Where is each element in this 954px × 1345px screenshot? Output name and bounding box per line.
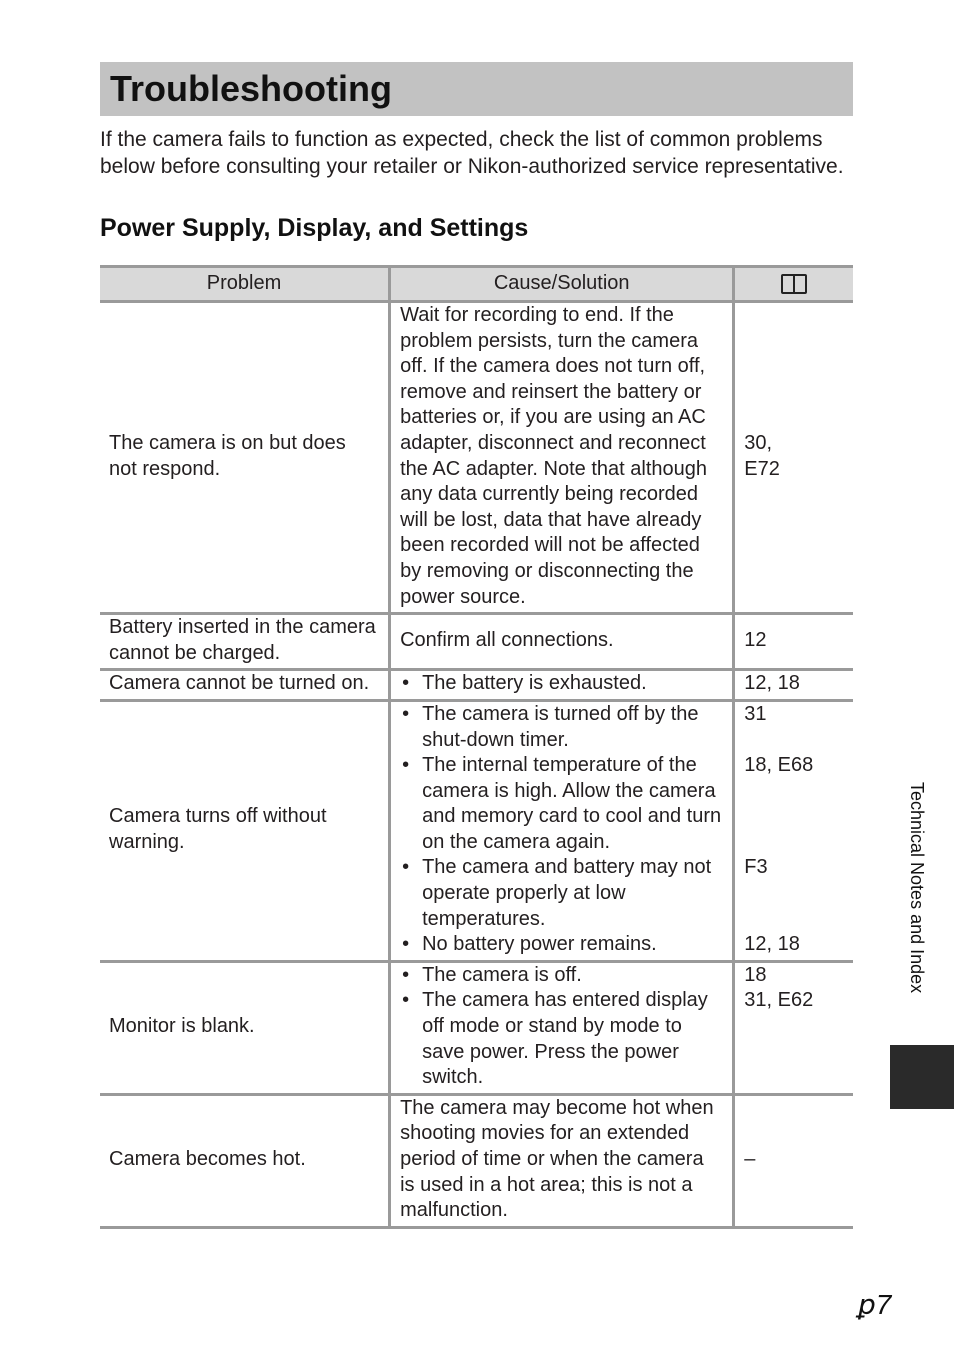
- reference-cell: [734, 961, 853, 1094]
- troubleshooting-table: [100, 265, 853, 1229]
- cause-cell: Confirm all connections.: [390, 614, 734, 670]
- bullet-item: • The battery is exhausted.: [400, 671, 723, 697]
- bullet-item: • The camera is turned off by the shut-down timer.: [400, 702, 723, 753]
- bullet-item: • The camera and battery may not operate properly at low temperatures.: [400, 855, 723, 932]
- header-problem: Problem: [100, 267, 390, 302]
- reference-link[interactable]: 31: [744, 702, 767, 725]
- page-number: [858, 1288, 891, 1321]
- cause-cell: [390, 961, 734, 1094]
- cause-cell: Wait for recording to end. If the problem persists, turn the camera off. If the camera does not turn off, remove and reinsert the battery or batteries or, if you are using an AC adapter, disconnect and reconnect the AC adapter. Note that although any data currently being recorded will be lost, data that have already been recorded will not be affected by removing or disconnecting the power source.: [390, 302, 734, 614]
- header-reference: [734, 267, 853, 302]
- reference-link[interactable]: E72: [744, 457, 780, 480]
- reference-link[interactable]: 18: [744, 963, 767, 986]
- reference-link[interactable]: 12, 18: [744, 672, 800, 695]
- side-section-label: Technical Notes and Index: [907, 782, 927, 994]
- book-icon: [781, 274, 807, 294]
- problem-cell: Monitor is blank.: [100, 961, 390, 1094]
- problem-cell: Camera becomes hot.: [100, 1094, 390, 1227]
- table-row: [100, 614, 853, 670]
- reference-cell: [734, 670, 853, 701]
- reference-link[interactable]: 30,: [744, 431, 773, 454]
- page-prefix-glyph: ꝑ: [858, 1289, 876, 1320]
- bullet-item: • The camera has entered display off mode or stand by mode to save power. Press the power switch.: [400, 988, 723, 1090]
- table-row: [100, 670, 853, 701]
- bullet-item: • No battery power remains.: [400, 932, 723, 958]
- table-header-row: [100, 267, 853, 302]
- bullet-item: • The internal temperature of the camera is high. Allow the camera and memory card to cool and turn on the camera again.: [400, 753, 723, 855]
- reference-cell: [734, 1094, 853, 1227]
- table-row: [100, 302, 853, 614]
- title-bar: [100, 62, 853, 116]
- page-number-value: 7: [875, 1289, 892, 1320]
- reference-link: –: [744, 1148, 756, 1170]
- section-thumb-tab: [890, 1045, 954, 1109]
- intro-text: If the camera fails to function as expected, check the list of common problems below before consulting your retailer or Nikon-authorized service representative.: [100, 128, 844, 178]
- cause-cell: The camera may become hot when shooting movies for an extended period of time or when the camera is used in a hot area; this is not a malfunction.: [390, 1094, 734, 1227]
- reference-link[interactable]: 12: [744, 628, 767, 651]
- reference-link[interactable]: 31, E62: [744, 989, 814, 1012]
- section-heading: Power Supply, Display, and Settings: [100, 214, 529, 242]
- header-cause: Cause/Solution: [390, 267, 734, 302]
- table-row: [100, 1094, 853, 1227]
- table-row: [100, 961, 853, 1094]
- problem-cell: Battery inserted in the camera cannot be charged.: [100, 614, 390, 670]
- reference-link[interactable]: F3: [744, 855, 768, 878]
- problem-cell: The camera is on but does not respond.: [100, 302, 390, 614]
- reference-link[interactable]: 18, E68: [744, 753, 814, 776]
- cause-cell: [390, 700, 734, 961]
- table-row: [100, 700, 853, 961]
- reference-cell: [734, 614, 853, 670]
- page-title: Troubleshooting: [110, 68, 392, 109]
- reference-cell: [734, 700, 853, 961]
- cause-cell: [390, 670, 734, 701]
- problem-cell: Camera cannot be turned on.: [100, 670, 390, 701]
- bullet-item: • The camera is off.: [400, 963, 723, 989]
- reference-cell: [734, 302, 853, 614]
- problem-cell: Camera turns off without warning.: [100, 700, 390, 961]
- reference-link[interactable]: 12, 18: [744, 932, 800, 955]
